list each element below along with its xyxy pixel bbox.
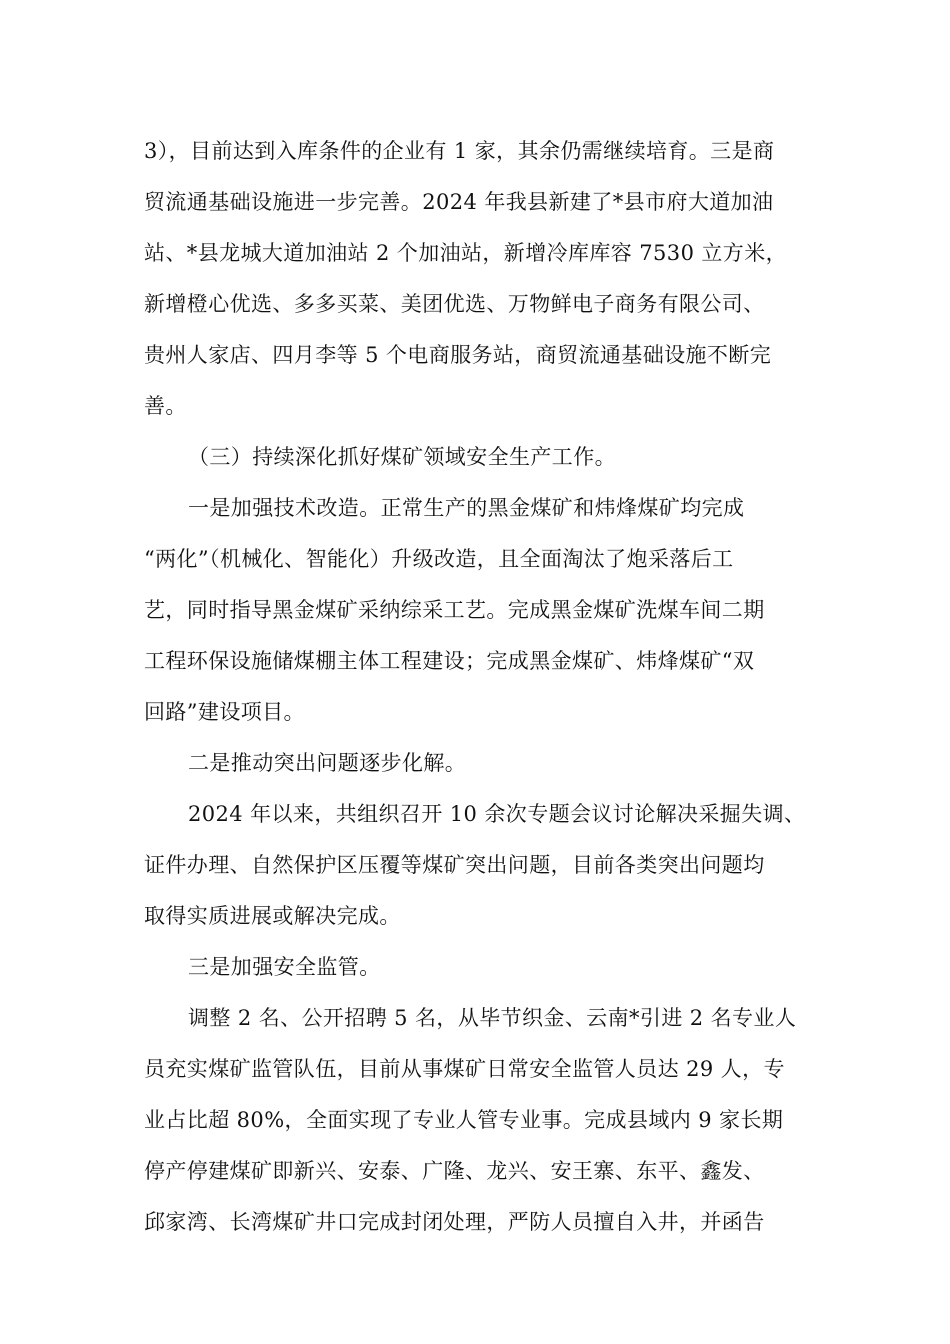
text-line: 回路”建设项目。 [144, 700, 305, 724]
text-line: 贵州人家店、四月李等 5 个电商服务站，商贸流通基础设施不断完 [144, 343, 772, 367]
text-line: 二是推动突出问题逐步化解。 [188, 751, 467, 775]
text-line: 艺，同时指导黑金煤矿采纳综采工艺。完成黑金煤矿洗煤车间二期 [144, 598, 765, 622]
text-line: 取得实质进展或解决完成。 [144, 904, 401, 928]
text-line: “两化”（机械化、智能化）升级改造，且全面淘汰了炮采落后工 [144, 547, 734, 571]
text-line: 贸流通基础设施进一步完善。2024 年我县新建了*县市府大道加油 [144, 190, 774, 214]
text-line: 证件办理、自然保护区压覆等煤矿突出问题，目前各类突出问题均 [144, 853, 765, 877]
section-heading: （三）持续深化抓好煤矿领域安全生产工作。 [188, 445, 616, 469]
text-line: 业占比超 80%，全面实现了专业人管专业事。完成县域内 9 家长期 [144, 1108, 784, 1132]
text-line: 停产停建煤矿即新兴、安泰、广隆、龙兴、安王寨、东平、鑫发、 [144, 1159, 765, 1183]
text-line: 新增橙心优选、多多买菜、美团优选、万物鲜电子商务有限公司、 [144, 292, 765, 316]
text-line: 工程环保设施储煤棚主体工程建设；完成黑金煤矿、炜烽煤矿“双 [144, 649, 755, 673]
text-line: 调整 2 名、公开招聘 5 名，从毕节织金、云南*引进 2 名专业人 [188, 1006, 797, 1030]
text-line: 三是加强安全监管。 [188, 955, 381, 979]
text-line: 邱家湾、长湾煤矿井口完成封闭处理，严防人员擅自入井，并函告 [144, 1210, 765, 1234]
text-line: 2024 年以来，共组织召开 10 余次专题会议讨论解决采掘失调、 [188, 802, 806, 826]
text-line: 善。 [144, 394, 187, 418]
text-line: 3），目前达到入库条件的企业有 1 家，其余仍需继续培育。三是商 [144, 139, 775, 163]
text-line: 员充实煤矿监管队伍，目前从事煤矿日常安全监管人员达 29 人，专 [144, 1057, 785, 1081]
text-line: 站、*县龙城大道加油站 2 个加油站，新增冷库库容 7530 立方米， [144, 241, 788, 265]
text-line: 一是加强技术改造。正常生产的黑金煤矿和炜烽煤矿均完成 [188, 496, 745, 520]
